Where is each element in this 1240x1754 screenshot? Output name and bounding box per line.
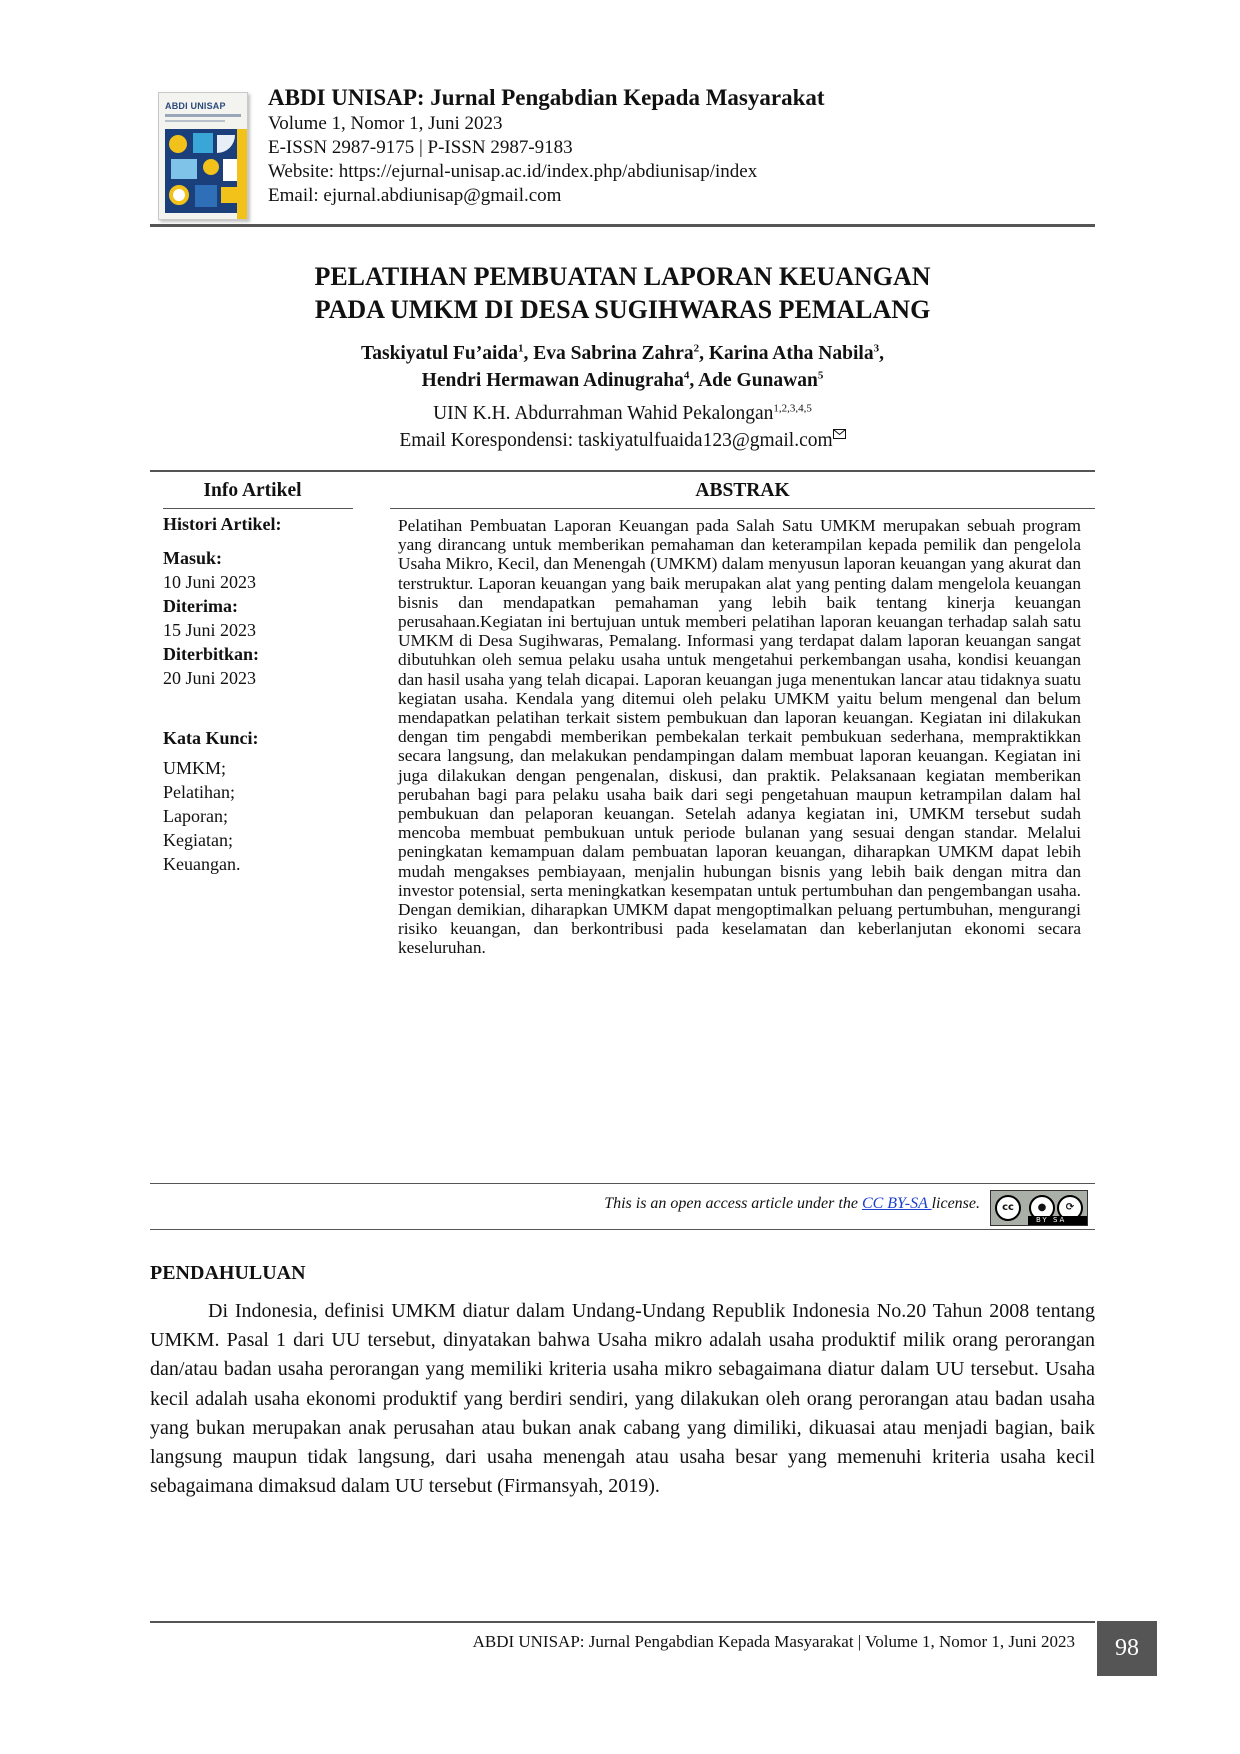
correspondence-email[interactable]: Email Korespondensi: taskiyatulfuaida123@gmail.com	[399, 430, 833, 451]
journal-email[interactable]: Email: ejurnal.abdiunisap@gmail.com	[268, 185, 562, 206]
cover-title: ABDI UNISAP	[165, 101, 226, 111]
journal-cover-image	[158, 92, 248, 220]
footer-divider	[150, 1621, 1095, 1623]
section-heading: PENDAHULUAN	[150, 1262, 306, 1284]
journal-header	[150, 84, 1095, 224]
affiliation: UIN K.H. Abdurrahman Wahid Pekalongan	[433, 403, 774, 424]
keyword: Laporan;	[163, 806, 228, 826]
received-date: 10 Juni 2023	[163, 572, 257, 592]
keyword: UMKM;	[163, 758, 227, 778]
page-number: 98	[1097, 1621, 1157, 1676]
author-list: Taskiyatul Fu’aida$^1$, Eva Sabrina Zahra$^2$, Karina Atha Nabila$^3$, Hendri Hermawan Adinugraha$^4$, Ade Gunawan$^5$	[361, 342, 884, 391]
person-icon: ●	[1029, 1195, 1055, 1221]
share-alike-icon: ⟳	[1057, 1195, 1083, 1221]
published-date: 20 Juni 2023	[163, 668, 257, 688]
keyword: Pelatihan;	[163, 782, 235, 802]
license-link[interactable]: CC BY-SA	[861, 1195, 932, 1212]
article-info	[163, 512, 363, 876]
body-paragraph: Di Indonesia, definisi UMKM diatur dalam Undang-Undang Republik Indonesia No.20 Tahun 2008 tentang UMKM. Pasal 1 dari UU tersebut, dinyatakan bahwa Usaha mikro adalah usaha produktif milik orang perorangan dan/atau badan usaha perorangan yang memiliki kriteria usaha mikro sebagaimana diatur dalam UU tersebut. Usaha kecil adalah usaha ekonomi produktif yang berdiri sendiri, yang dilakukan oleh orang perorangan atau badan usaha yang bukan merupakan anak perusahan atau bukan anak cabang yang dimiliki, dikuasai atau menjadi bagian, baik langsung maupun tidak langsung, dari usaha menengah atau usaha besar yang memenuhi kriteria usaha kecil sebagaimana dimaksud dalam UU tersebut (Firmansyah, 2019).	[150, 1300, 1095, 1498]
journal-website[interactable]: Website: https://ejurnal-unisap.ac.id/index.php/abdiunisap/index	[268, 161, 758, 182]
cc-by-sa-badge[interactable]: cc ● ⟳ BY SA	[990, 1190, 1088, 1226]
abstract-heading: ABSTRAK	[695, 480, 790, 501]
accepted-date: 15 Juni 2023	[163, 620, 257, 640]
accepted-label: Diterima:	[163, 596, 238, 616]
history-label: Histori Artikel:	[163, 514, 282, 534]
journal-title: ABDI UNISAP: Jurnal Pengabdian Kepada Masyarakat	[268, 85, 825, 110]
cover-artwork	[165, 129, 241, 213]
envelope-icon	[833, 430, 846, 442]
info-heading: Info Artikel	[203, 480, 302, 501]
author-name: Karina Atha Nabila	[708, 343, 874, 364]
abstract-rule	[390, 508, 1095, 509]
affiliation-block: UIN K.H. Abdurrahman Wahid Pekalongan$^{1,2,3,4,5}$ Email Korespondensi: taskiyatulfuaida123@gmail.com	[150, 400, 1095, 454]
cc-icon: cc	[995, 1195, 1021, 1221]
published-label: Diterbitkan:	[163, 644, 259, 664]
keyword: Keuangan.	[163, 854, 241, 874]
author-name: Taskiyatul Fu’aida	[361, 343, 518, 364]
author-name: Eva Sabrina Zahra	[533, 343, 694, 364]
keywords-label: Kata Kunci:	[163, 728, 259, 748]
journal-info	[268, 84, 825, 208]
keyword: Kegiatan;	[163, 830, 233, 850]
abstract-text: Pelatihan Pembuatan Laporan Keuangan pada Salah Satu UMKM merupakan sebuah program yang dirancang untuk memberikan pemahaman dan keterampilan kepada pemilik dan pengelola Usaha Mikro, Kecil, dan Menengah (UMKM) dalam menyusun laporan keuangan yang akurat dan terstruktur. Laporan keuangan yang baik merupakan alat yang penting dalam mengelola keuangan bisnis dan mendapatkan pemahaman yang lebih baik tentang kinerja keuangan perusahaan.Kegiatan ini bertujuan untuk memberi pelatihan laporan keuangan terhadap salah satu UMKM di Desa Sugihwaras, Pemalang. Informasi yang terdapat dalam laporan keuangan sangat dibutuhkan oleh semua pelaku usaha untuk mengetahui perkembangan usaha, kondisi keuangan dan hasil usaha yang telah dicapai. Laporan keuangan juga menentukan lancar atau tidaknya suatu kegiatan usaha. Kendala yang ditemui oleh pelaku UMKM yaitu belum mengenal dan belum mendapatkan pelatihan terkait sistem pembukuan dan laporan keuangan. Kegiatan ini dilakukan dengan tim pengabdi memberikan pembekalan terkait pembukuan sederhana, mempraktikkan secara langsung, dan melakukan pendampingan dalam membuat laporan keuangan. Kegiatan ini juga dilakukan dengan pengenalan, diskusi, dan praktik. Pelaksanaan kegiatan memberikan perubahan bagi para pelaku usaha baik dari segi pengetahuan maupun ketrampilan dalam hal pembukuan dan pelaporan keuangan. Setelah adanya kegiatan ini, UMKM tersebut sudah mencoba membuat pembukuan untuk periode bulanan yang sesuai dengan standar. Melalui peningkatan kemampuan dalam pembuatan laporan keuangan, diharapkan UMKM dapat lebih mudah mengakses pembiayaan, menjalin hubungan bisnis yang lebih baik dengan mitra dan investor potensial, serta meningkatkan kesempatan untuk pertumbuhan dan pengembangan usaha. Dengan demikian, diharapkan UMKM dapat mengoptimalkan peluang pertumbuhan, mengurangi risiko keuangan, dan berkontribusi pada keselamatan dan keberlanjutan ekonomi secara keseluruhan.	[398, 516, 1081, 958]
abstract-bottom-rule	[150, 1183, 1095, 1184]
info-rule	[163, 508, 353, 509]
footer-text: ABDI UNISAP: Jurnal Pengabdian Kepada Masyarakat | Volume 1, Nomor 1, Juni 2023	[472, 1632, 1075, 1651]
header-divider	[150, 224, 1095, 227]
journal-issn: E-ISSN 2987-9175 | P-ISSN 2987-9183	[268, 137, 573, 158]
received-label: Masuk:	[163, 548, 223, 568]
license-notice: This is an open access article under the CC BY-SA license.	[604, 1195, 980, 1212]
section-top-rule	[150, 470, 1095, 472]
license-bottom-rule	[150, 1229, 1095, 1230]
author-name: Hendri Hermawan Adinugraha	[421, 370, 684, 391]
author-name: Ade Gunawan	[698, 370, 818, 391]
journal-volume: Volume 1, Nomor 1, Juni 2023	[268, 113, 503, 134]
paper-title: PELATIHAN PEMBUATAN LAPORAN KEUANGAN PADA UMKM DI DESA SUGIHWARAS PEMALANG	[314, 262, 931, 324]
